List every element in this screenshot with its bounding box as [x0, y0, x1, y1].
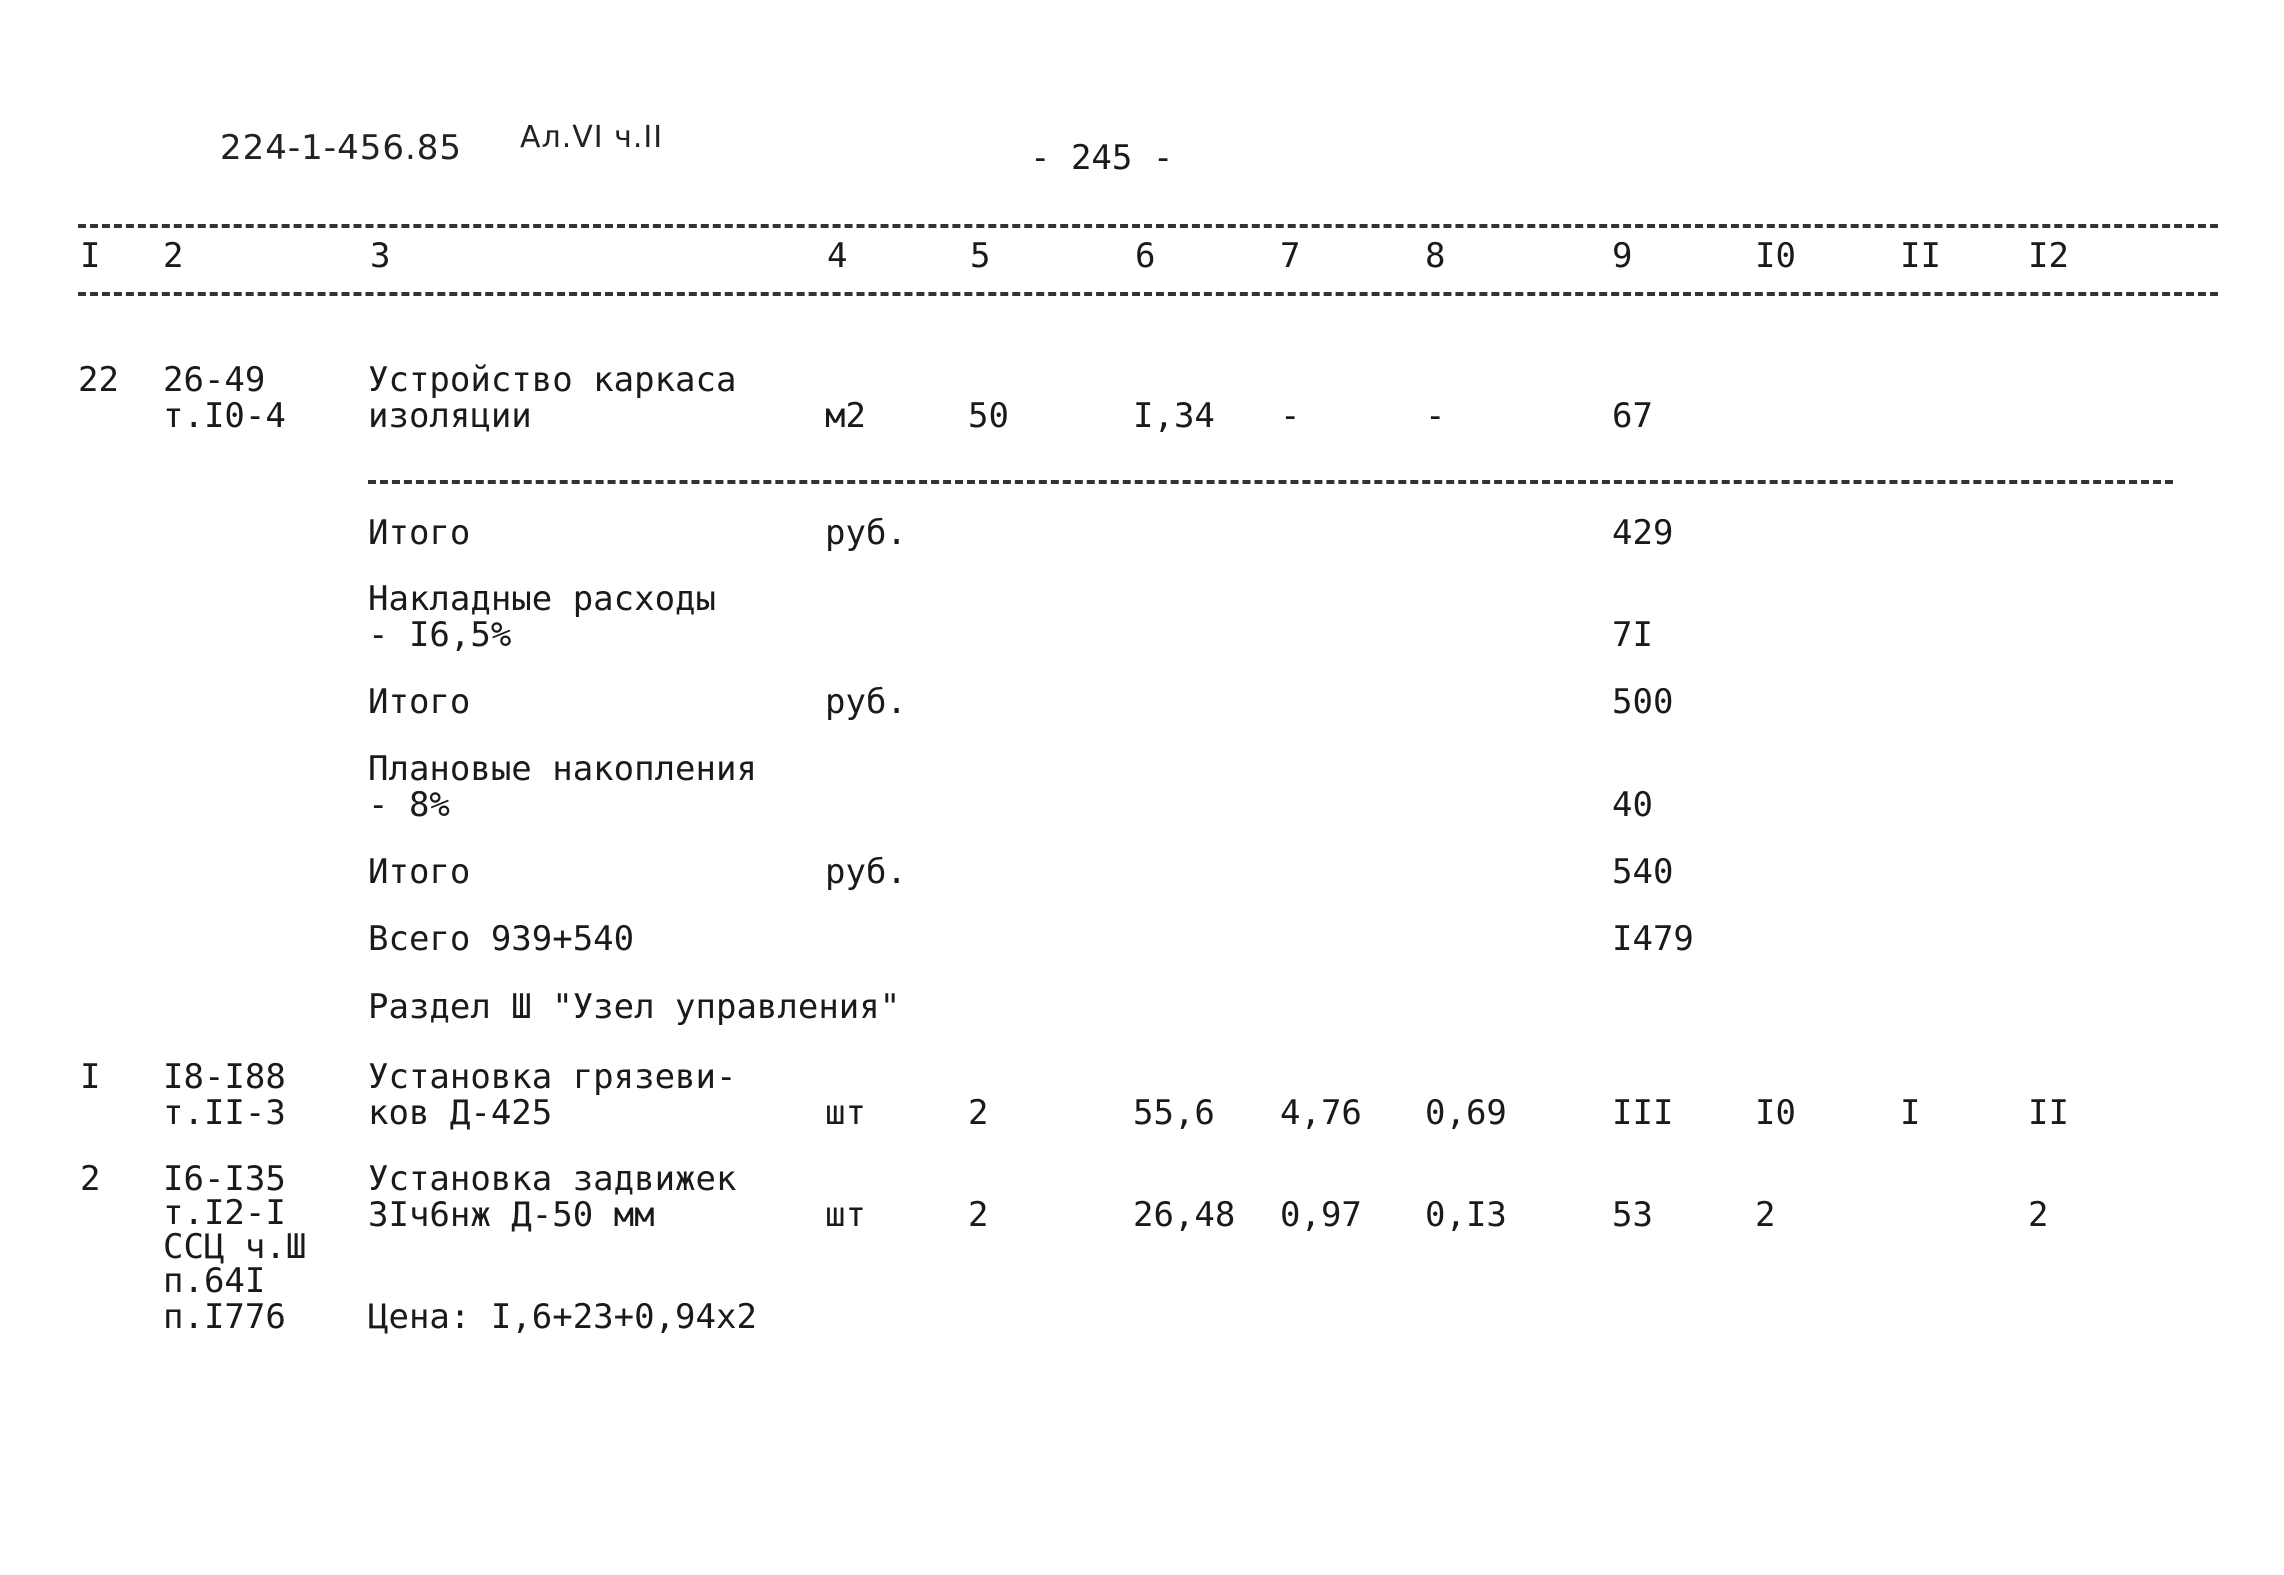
row-number: 2: [80, 1159, 101, 1199]
col-header: II: [1900, 236, 1941, 276]
total-value: 7I: [1612, 615, 1653, 655]
col8-value: 0,I3: [1425, 1195, 1507, 1235]
unit-price: 26,48: [1133, 1195, 1236, 1235]
planned-savings-label: Плановые накопления: [368, 749, 757, 789]
col-header: 4: [827, 236, 848, 276]
unit: шт: [825, 1093, 866, 1133]
col8-value: 0,69: [1425, 1093, 1507, 1133]
page-number: - 245 -: [1030, 138, 1174, 178]
work-name: ков Д-425: [368, 1093, 553, 1133]
unit-price: 55,6: [1133, 1093, 1215, 1133]
col7-value: 0,97: [1280, 1195, 1362, 1235]
price-reference-item: п.64I: [163, 1261, 266, 1301]
album-reference: Ал.VI ч.II: [520, 120, 664, 155]
total-value: 500: [1612, 682, 1674, 722]
col-header: I2: [2028, 236, 2069, 276]
quantity: 50: [968, 396, 1009, 436]
total-value: 53: [1612, 1195, 1653, 1235]
col-header: 8: [1425, 236, 1446, 276]
col-header: I0: [1755, 236, 1796, 276]
col-header: 9: [1612, 236, 1633, 276]
grand-total-value: I479: [1612, 919, 1694, 959]
col12-value: 2: [2028, 1195, 2049, 1235]
col-header: 6: [1135, 236, 1156, 276]
grand-total-label: Всего 939+540: [368, 919, 635, 959]
subtotal-label: Итого: [368, 852, 471, 892]
norm-table: т.II-3: [163, 1093, 286, 1133]
norm-table: т.I0-4: [163, 396, 286, 436]
work-name: Устройство каркаса: [368, 360, 737, 400]
overhead-rate: - I6,5%: [368, 615, 512, 655]
row-number: 22: [78, 360, 119, 400]
subtotal-label: Итого: [368, 513, 471, 553]
work-name: Установка грязеви-: [368, 1057, 737, 1097]
norm-table: т.I2-I: [163, 1193, 286, 1233]
col-header: 3: [370, 236, 391, 276]
unit-price: I,34: [1133, 396, 1215, 436]
price-note: Цена: I,6+23+0,94х2: [368, 1297, 757, 1337]
price-reference-item: п.I776: [163, 1297, 286, 1337]
col-header: 7: [1280, 236, 1301, 276]
work-name: изоляции: [368, 396, 532, 436]
unit: руб.: [825, 682, 907, 722]
price-reference: ССЦ ч.Ш: [163, 1227, 307, 1267]
header-rule-top: [78, 224, 2218, 228]
col7-value: 4,76: [1280, 1093, 1362, 1133]
subtotal-label: Итого: [368, 682, 471, 722]
total-value: 40: [1612, 785, 1653, 825]
total-value: 429: [1612, 513, 1674, 553]
subtotal-rule: [368, 480, 2173, 484]
quantity: 2: [968, 1093, 989, 1133]
total-value: 540: [1612, 852, 1674, 892]
planned-savings-rate: - 8%: [368, 785, 450, 825]
total-value: III: [1612, 1093, 1674, 1133]
quantity: 2: [968, 1195, 989, 1235]
col-header: 2: [163, 236, 184, 276]
unit: руб.: [825, 852, 907, 892]
col10-value: 2: [1755, 1195, 1776, 1235]
work-name: Установка задвижек: [368, 1159, 737, 1199]
norm-code: 26-49: [163, 360, 266, 400]
norm-code: I8-I88: [163, 1057, 286, 1097]
col11-value: I: [1900, 1093, 1921, 1133]
col7-value: -: [1280, 396, 1301, 436]
document-code: 224-1-456.85: [220, 128, 463, 168]
col12-value: II: [2028, 1093, 2069, 1133]
col8-value: -: [1425, 396, 1446, 436]
overhead-label: Накладные расходы: [368, 579, 716, 619]
unit: м2: [825, 396, 866, 436]
row-number: I: [80, 1057, 101, 1097]
col-header: 5: [970, 236, 991, 276]
unit: руб.: [825, 513, 907, 553]
col-header: I: [80, 236, 101, 276]
section-heading: Раздел Ш "Узел управления": [368, 987, 901, 1027]
work-name: 3Iч6нж Д-50 мм: [368, 1195, 655, 1235]
total-value: 67: [1612, 396, 1653, 436]
norm-code: I6-I35: [163, 1159, 286, 1199]
col10-value: I0: [1755, 1093, 1796, 1133]
unit: шт: [825, 1195, 866, 1235]
header-rule-bottom: [78, 292, 2218, 296]
